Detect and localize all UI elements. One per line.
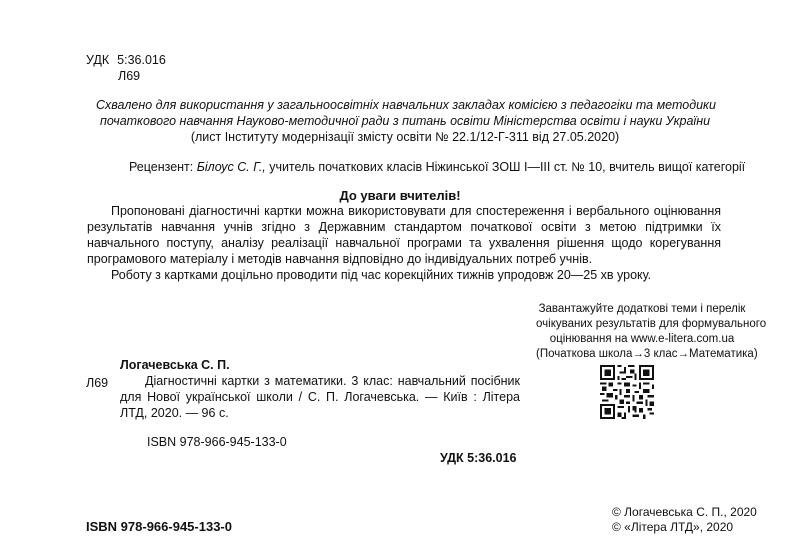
udk-header xyxy=(86,52,166,84)
download-line-2: очікуваних результатів для формувального xyxy=(536,318,767,330)
reviewer-label: Рецензент: xyxy=(129,160,194,174)
download-line-4: (Початкова школа→3 клас→Математика) xyxy=(536,348,758,360)
reviewer-line xyxy=(129,159,745,175)
copyright-line-2: © «Літера ЛТД», 2020 xyxy=(612,520,734,534)
catalog-description: Діагностичні картки з математики. 3 клас: навчальний посібник для Нової української школи / С. П. Логачевська. — Київ : Літера ЛТД, 2020. — 96 с. xyxy=(120,374,520,420)
reviewer-details: учитель початкових класів Ніжинської ЗОШ І—ІІІ ст. № 10, вчитель вищої категорії xyxy=(269,160,746,174)
catalog-code: Л69 xyxy=(86,376,109,390)
udk-code: 5:36.016 xyxy=(117,53,166,67)
author-mark: Л69 xyxy=(118,69,141,83)
notice-paragraph-2: Роботу з картками доцільно проводити під час корекційних тижнів упродовж 20—25 хв уроку. xyxy=(111,268,652,282)
notice-title: До уваги вчителів! xyxy=(339,188,461,203)
catalog-isbn: ISBN 978-966-945-133-0 xyxy=(147,435,287,449)
download-info xyxy=(536,302,767,362)
isbn-bold: ISBN 978-966-945-133-0 xyxy=(86,519,232,534)
notice-body xyxy=(87,203,721,283)
udk-label: УДК xyxy=(86,53,110,67)
download-line-1: Завантажуйте додаткові теми і перелік xyxy=(538,303,746,315)
notice-paragraph-1: Пропоновані діагностичні картки можна використовувати для спостереження і вербального оцінювання результатів навчання учнів згідно з Державним стандартом початкової освіти з метою підтримки їх навчального поступу, аналізу реалізації навчальної програми та ухвалення рішення щодо корегування програмового матеріалу і методів навчання відповідно до індивідуальних потреб учнів. xyxy=(87,204,721,266)
approval-line-2: початкового навчання Науково-методичної ради з питань освіти Міністерства освіти і науки України xyxy=(99,114,711,128)
approval-line-1: Схвалено для використання у загальноосвітніх навчальних закладах комісією з педагогіки та методики xyxy=(96,98,716,112)
catalog-author: Логачевська С. П. xyxy=(120,358,230,372)
approval-line-3: (лист Інституту модернізації змісту освіти № 22.1/12-Г-311 від 27.05.2020) xyxy=(190,130,620,144)
catalog-udk: УДК 5:36.016 xyxy=(440,451,517,465)
copyright-line-1: © Логачевська С. П., 2020 xyxy=(612,505,757,519)
reviewer-name: Білоус С. Г., xyxy=(196,160,266,174)
approval-statement xyxy=(96,97,714,145)
qr-code-icon xyxy=(600,365,654,419)
download-line-3: оцінювання на www.e-litera.com.ua xyxy=(549,333,735,345)
copyright-block xyxy=(612,505,757,535)
